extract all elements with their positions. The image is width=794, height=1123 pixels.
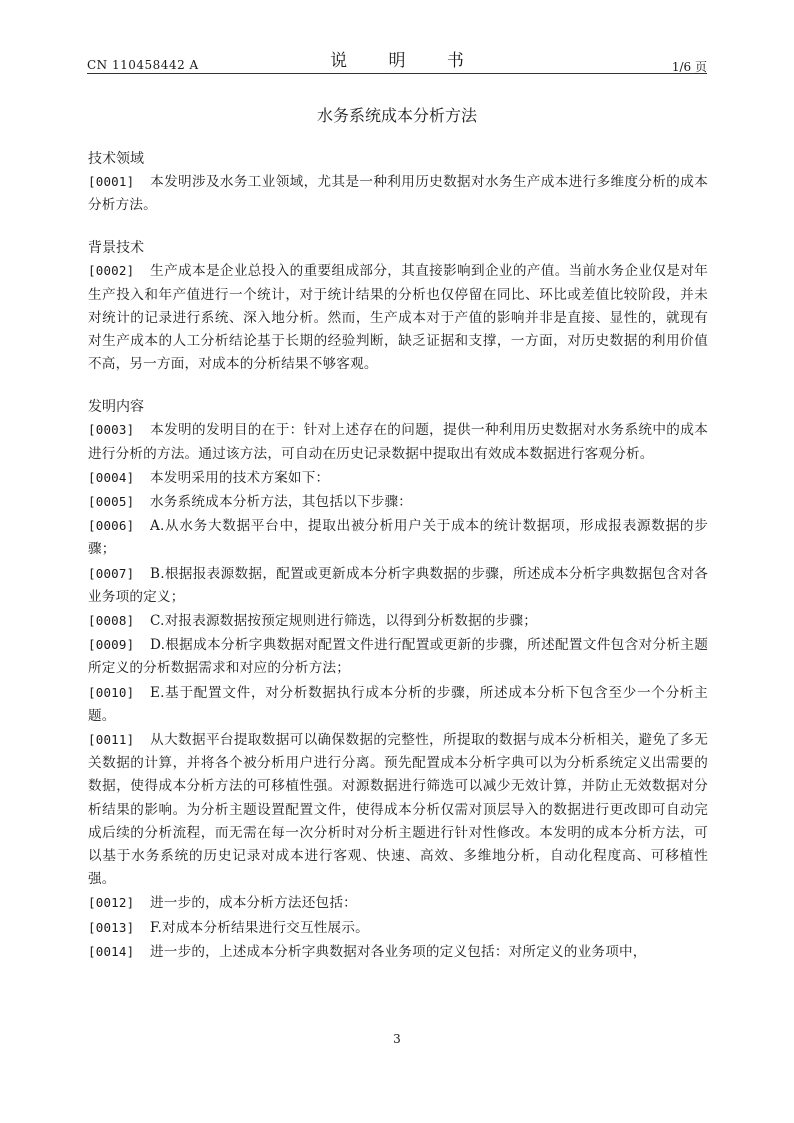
paragraph-text: D.根据成本分析字典数据对配置文件进行配置或更新的步骤，所述配置文件包含对分析主题所定义的分析数据需求和对应的分析方法； xyxy=(88,637,708,677)
paragraph-number: [0002] xyxy=(88,263,135,279)
paragraph xyxy=(88,681,708,728)
page-number: 3 xyxy=(393,1032,401,1046)
paragraph xyxy=(88,466,708,490)
paragraph-number: [0003] xyxy=(88,422,135,438)
paragraph-text: 从大数据平台提取数据可以确保数据的完整性，所提取的数据与成本分析相关，避免了多无关数据的计算，并将各个被分析用户进行分离。预先配置成本分析字典可以为分析系统定义出需要的数据，使得成本分析方法的可移植性强。对源数据进行筛选可以减少无效计算，并防止无效数据对分析结果的影响。为分析主题设置配置文件，使得成本分析仅需对顶层导入的数据进行更改即可自动完成后续的分析流程，而无需在每一次分析时对分析主题进行针对性修改。本发明的成本分析方法，可以基于水务系统的历史记录对成本进行客观、快速、高效、多维地分析，自动化程度高、可移植性强。 xyxy=(88,732,708,888)
paragraph-text: C.对报表源数据按预定规则进行筛选，以得到分析数据的步骤； xyxy=(150,613,538,630)
paragraph xyxy=(88,940,708,964)
section-spacer xyxy=(88,217,708,238)
paragraph-number: [0006] xyxy=(88,518,135,534)
paragraph-number: [0014] xyxy=(88,943,135,959)
section-spacer xyxy=(88,376,708,397)
document-title: 水务系统成本分析方法 xyxy=(316,106,477,125)
paragraph-text: B.根据报表源数据，配置或更新成本分析字典数据的步骤，所述成本分析字典数据包含对各业务项的定义； xyxy=(88,565,708,605)
paragraph-text: F.对成本分析结果进行交互性展示。 xyxy=(150,919,369,936)
paragraph xyxy=(88,418,708,465)
paragraph-text: A.从水务大数据平台中，提取出被分析用户关于成本的统计数据项，形成报表源数据的步骤； xyxy=(88,518,708,558)
paragraph-text: 进一步的，成本分析方法还包括： xyxy=(150,895,357,912)
page-indicator: 1/6 页 xyxy=(671,60,707,74)
paragraph-text: 生产成本是企业总投入的重要组成部分，其直接影响到企业的产值。当前水务企业仅是对年生产投入和年产值进行一个统计，对于统计结果的分析也仅停留在同比、环比或差值比较阶段，并未对统计的记录进行系统、深入地分析。然而，生产成本对于产值的影响并非是直接、显性的，就现有对生产成本的人工分析结论基于长期的经验判断，缺乏证据和支撑，一方面，对历史数据的利用价值不高，另一方面，对成本的分析结果不够客观。 xyxy=(88,263,708,373)
paragraph xyxy=(88,728,708,891)
paragraph xyxy=(88,514,708,561)
section-heading: 技术领域 xyxy=(88,151,144,167)
paragraph-number: [0001] xyxy=(88,174,135,189)
paragraph-number: [0005] xyxy=(88,494,135,510)
section-heading: 发明内容 xyxy=(88,399,144,416)
paragraph-text: E.基于配置文件，对分析数据执行成本分析的步骤，所述成本分析下包含至少一个分析主题。 xyxy=(88,684,708,724)
paragraph-number: [0013] xyxy=(88,919,135,935)
paragraph-number: [0008] xyxy=(88,613,135,629)
section-heading: 背景技术 xyxy=(88,240,144,257)
paragraph xyxy=(88,633,708,680)
paragraph xyxy=(88,259,708,376)
paragraph-number: [0010] xyxy=(88,684,135,700)
page-header xyxy=(87,44,707,74)
paragraph-text: 本发明涉及水务工业领域，尤其是一种利用历史数据对水务生产成本进行多维度分析的成本分析方法。 xyxy=(88,174,708,214)
document-body xyxy=(88,149,708,964)
paragraph xyxy=(88,562,708,609)
paragraph-text: 本发明采用的技术方案如下： xyxy=(150,469,330,486)
header-rule xyxy=(87,73,707,74)
paragraph-text: 水务系统成本分析方法，其包括以下步骤： xyxy=(150,494,413,511)
paragraph-text: 进一步的，上述成本分析字典数据对各业务项的定义包括：对所定义的业务项中， xyxy=(150,943,647,960)
paragraph-number: [0004] xyxy=(88,469,135,485)
paragraph-number: [0007] xyxy=(88,565,135,581)
paragraph-text: 本发明的发明目的在于：针对上述存在的问题，提供一种利用历史数据对水务系统中的成本进行分析的方法。通过该方法，可自动在历史记录数据中提取出有效成本数据进行客观分析。 xyxy=(88,422,708,462)
paragraph-number: [0012] xyxy=(88,895,135,911)
paragraph xyxy=(88,891,708,915)
paragraph xyxy=(88,916,708,940)
section-label: 说 明 书 xyxy=(330,51,482,71)
paragraph-number: [0011] xyxy=(88,732,135,748)
paragraph xyxy=(88,170,708,217)
paragraph-number: [0009] xyxy=(88,637,135,653)
paragraph xyxy=(88,490,708,514)
patent-number: CN 110458442 A xyxy=(87,58,199,72)
paragraph xyxy=(88,609,708,633)
